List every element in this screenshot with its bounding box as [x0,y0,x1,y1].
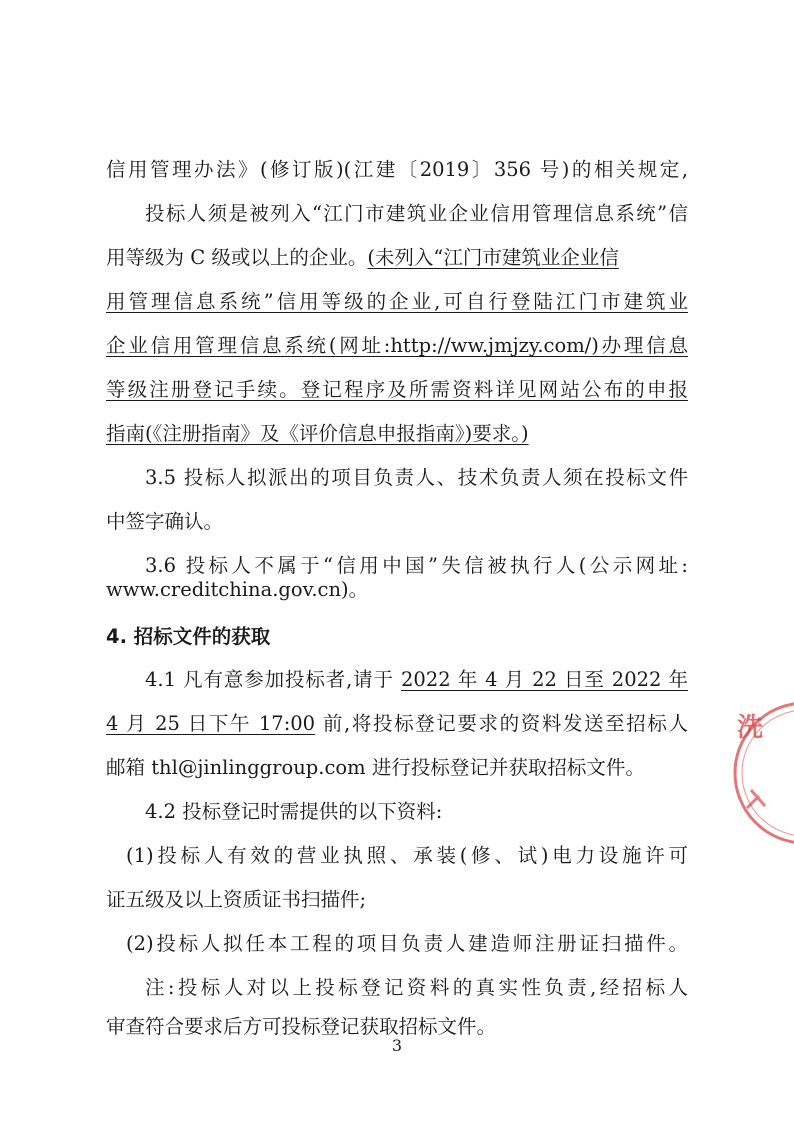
text-line-13 [106,709,688,739]
text-line-3 [106,243,688,273]
text-line-2: 投标人须是被列入“江门市建筑业企业信用管理信息系统”信 [145,202,688,225]
text-line-13b: 前,将投标登记要求的资料发送至招标人 [322,712,688,735]
text-line-19: 注:投标人对以上投标登记资料的真实性负责,经招标人 [145,976,688,999]
text-line-4: 用管理信息系统”信用等级的企业,可自行登陆江门市建筑业 [106,290,688,313]
text-line-14: 邮箱 thl@jinlinggroup.com 进行投标登记并获取招标文件。 [106,756,645,779]
text-line-20: 审查符合要求后方可投标登记获取招标文件。 [106,1015,497,1038]
text-line-12 [145,665,688,695]
text-line-9: 中签字确认。 [106,510,224,533]
text-line-5: 企业信用管理信息系统(网址:http://ww.jmjzy.com/)办理信息 [106,334,688,357]
text-line-16: (1)投标人有效的营业执照、承装(修、试)电力设施许可 [126,844,688,867]
text-line-1: 信用管理办法》(修订版)(江建〔2019〕356 号)的相关规定, [106,158,688,181]
section-heading: 4. 招标文件的获取 [106,625,271,648]
text-line-8: 3.5 投标人拟派出的项目负责人、技术负责人须在投标文件 [145,466,688,489]
text-line-6: 等级注册登记手续。登记程序及所需资料详见网站公布的申报 [106,378,688,401]
text-line-10: 3.6 投标人不属于“信用中国”失信被执行人(公示网址: [145,554,688,577]
text-line-15: 4.2 投标登记时需提供的以下资料: [145,800,443,823]
text-line-12b: 2022 年 4 月 22 日至 2022 年 [401,668,688,691]
text-line-3a: 用等级为 C 级或以上的企业。 [106,246,368,269]
text-line-17: 证五级及以上资质证书扫描件; [106,888,367,911]
text-line-13a: 4 月 25 日下午 17:00 [106,712,316,735]
text-line-7: 指南(《注册指南》及《评价信息申报指南》)要求。) [106,422,529,445]
text-line-18: (2)投标人拟任本工程的项目负责人建造师注册证扫描件。 [126,932,688,955]
seal-text: 洗 [737,713,764,743]
text-line-11: www.creditchina.gov.cn)。 [106,578,369,601]
page-number: 3 [391,1036,403,1055]
text-line-3b: (未列入“江门市建筑业企业信 [367,246,619,269]
seal-stamp-icon [725,688,794,858]
text-line-12a: 4.1 凡有意参加投标者,请于 [145,668,394,691]
